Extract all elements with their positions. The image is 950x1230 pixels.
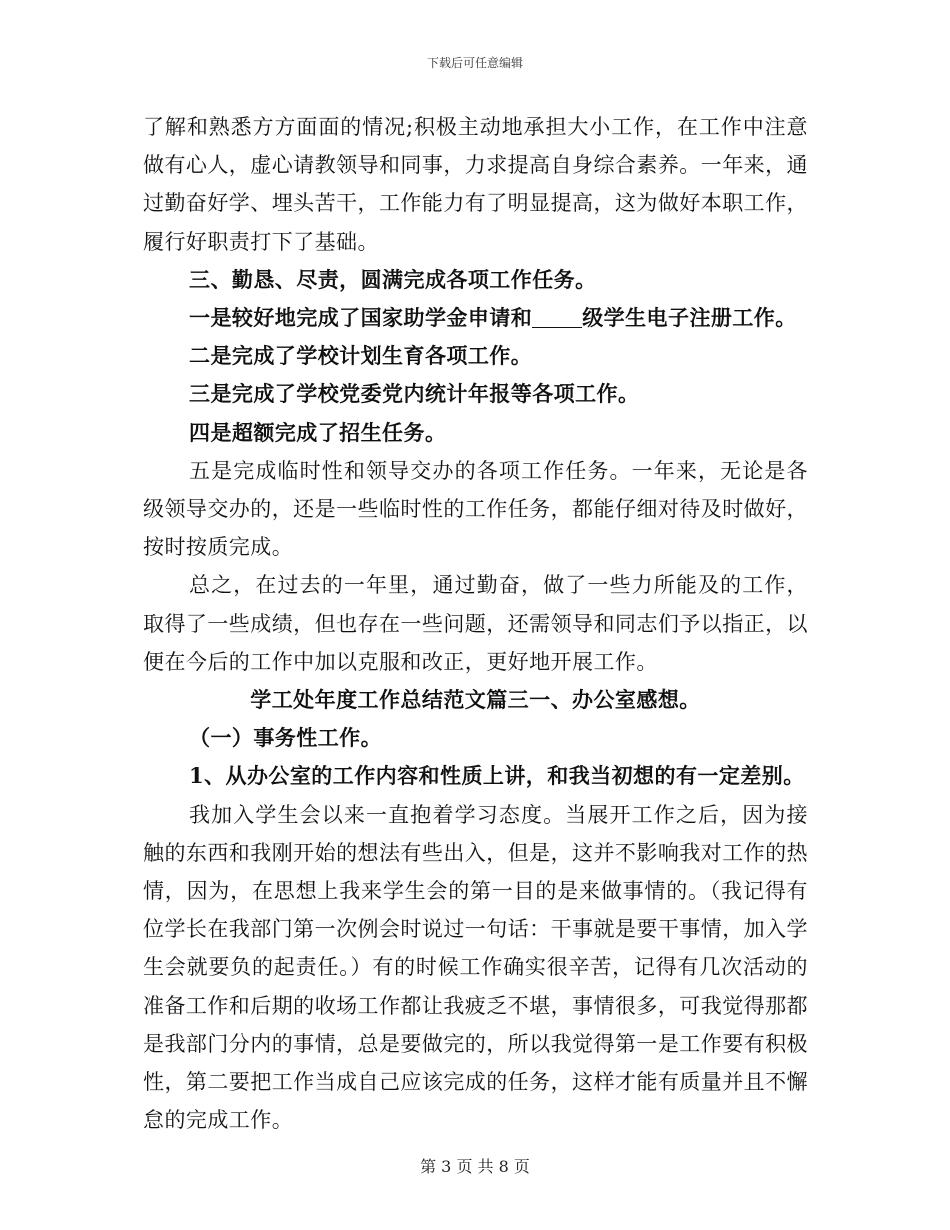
list-item-one-text-start: 一是较好地完成了国家助学金申请和 [189,305,533,331]
list-item-two: 二是完成了学校计划生育各项工作。 [189,343,533,369]
document-body [143,108,808,1139]
list-item-one-text-end: 级学生电子注册工作。 [582,305,797,331]
paragraph-intro: 了解和熟悉方方面面的情况;积极主动地承担大小工作，在工作中注意做有心人，虚心请教领导和同事，力求提高自身综合素养。一年来，通过勤奋好学、埋头苦干，工作能力有了明显提高，这为做好本职工作，履行好职责打下了基础。 [143,115,808,254]
blank-underline [532,305,582,328]
list-item-three: 三是完成了学校党委党内统计年报等各项工作。 [189,381,640,407]
paragraph-body: 我加入学生会以来一直抱着学习态度。当展开工作之后，因为接触的东西和我刚开始的想法有些出入，但是，这并不影响我对工作的热情，因为，在思想上我来学生会的第一目的是来做事情的。（我记得有位学长在我部门第一次例会时说过一句话：干事就是要干事情，加入学生会就要负的起责任。）有的时候工作确实很辛苦，记得有几次活动的准备工作和后期的收场工作都让我疲乏不堪，事情很多，可我觉得那都是我部门分内的事情，总是要做完的，所以我觉得第一是工作要有积极性，第二要把工作当成自己应该完成的任务，这样才能有质量并且不懈怠的完成工作。 [143,802,808,1133]
section-heading-three: 三、勤恳、尽责，圆满完成各项工作任务。 [189,266,597,292]
subsection-heading: （一）事务性工作。 [189,725,383,751]
article-title: 学工处年度工作总结范文篇三一、办公室感想。 [250,687,701,713]
list-item-one [143,299,808,337]
paragraph-summary: 总之，在过去的一年里，通过勤奋，做了一些力所能及的工作，取得了一些成绩，但也存在一些问题，还需领导和同志们予以指正，以便在今后的工作中加以克服和改正，更好地开展工作。 [143,573,808,674]
list-item-four: 四是超额完成了招生任务。 [189,419,447,445]
page-header: 下载后可任意编辑 [426,56,523,70]
list-item-five: 五是完成临时性和领导交办的各项工作任务。一年来，无论是各级领导交办的，还是一些临时性的工作任务，都能仔细对待及时做好，按时按质完成。 [143,458,808,560]
page-footer: 第 3 页 共 8 页 [420,1157,530,1176]
point-heading: 1、从办公室的工作内容和性质上讲，和我当初想的有一定差别。 [189,763,805,789]
